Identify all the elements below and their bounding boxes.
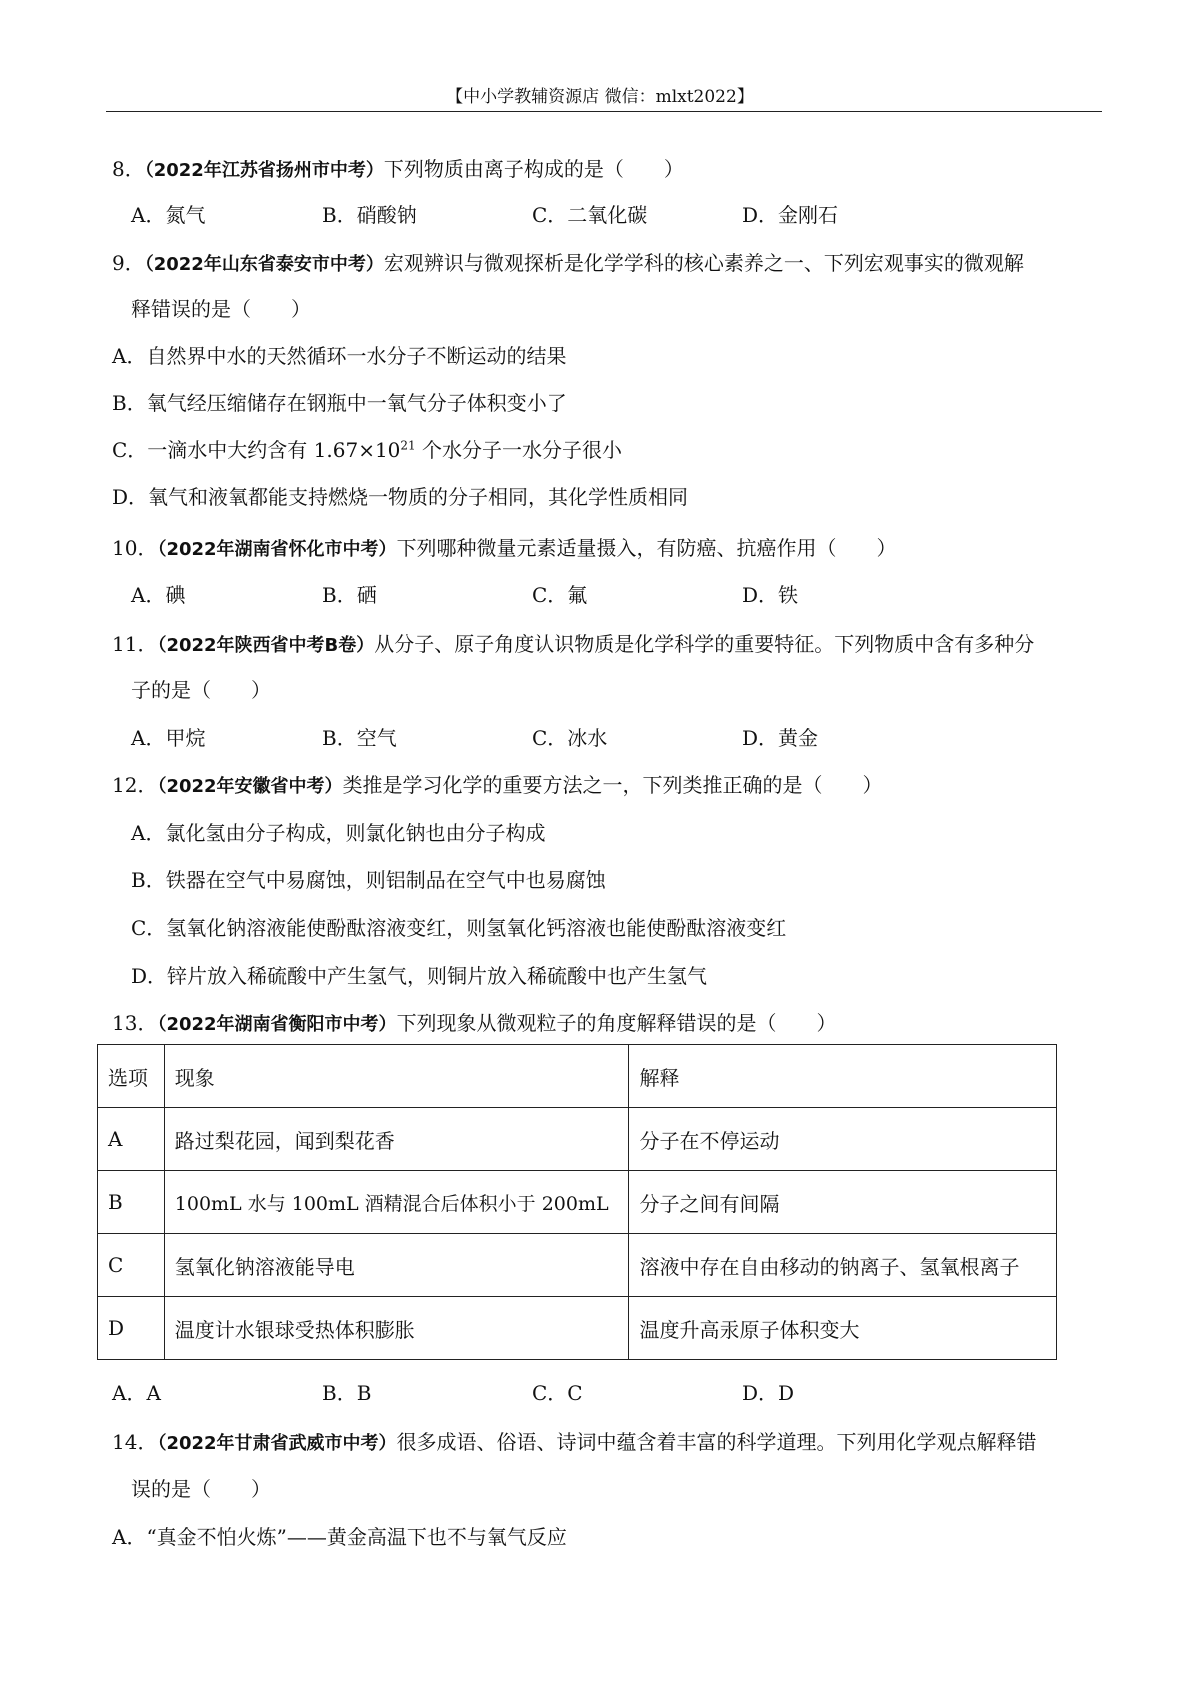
option-a: A．氯化氢由分子构成，则氯化钠也由分子构成 — [131, 821, 546, 845]
option-b: B．硝酸钠 — [322, 203, 417, 227]
option-c — [112, 437, 622, 463]
table-cell: 100mL 水与 100mL 酒精混合后体积小于 200mL — [164, 1171, 629, 1234]
table-header-cell: 现象 — [164, 1045, 629, 1108]
table-cell: 温度升高汞原子体积变大 — [629, 1297, 1057, 1360]
option-b: B．B — [322, 1381, 372, 1405]
question-source: （2022年安徽省中考） — [157, 776, 343, 797]
explanation-table — [97, 1044, 1057, 1360]
exponent: 21 — [400, 438, 416, 453]
question-source: （2022年山东省泰安市中考） — [144, 254, 384, 275]
question-12 — [112, 772, 883, 800]
question-number: 10． — [112, 536, 158, 560]
question-source: （2022年江苏省扬州市中考） — [144, 160, 384, 181]
table-cell: D — [98, 1297, 165, 1360]
option-a: A．A — [112, 1381, 161, 1405]
option-c: C．二氧化碳 — [532, 203, 648, 227]
option-b: B．铁器在空气中易腐蚀，则铝制品在空气中也易腐蚀 — [131, 868, 606, 892]
table-cell: 温度计水银球受热体积膨胀 — [164, 1297, 629, 1360]
option-d: D．氧气和液氧都能支持燃烧一物质的分子相同，其化学性质相同 — [112, 485, 689, 509]
option-c: C．氢氧化钠溶液能使酚酞溶液变红，则氢氧化钙溶液也能使酚酞溶液变红 — [131, 916, 787, 940]
question-stem: 下列物质由离子构成的是（ ） — [383, 157, 684, 181]
question-source: （2022年陕西省中考B卷） — [157, 635, 375, 656]
page-header: 【中小学教辅资源店 微信：mlxt2022】 — [446, 87, 754, 107]
question-stem: 宏观辨识与微观探析是化学学科的核心素养之一、下列宏观事实的微观解 — [383, 251, 1024, 275]
question-10 — [112, 535, 897, 563]
question-stem-continued: 子的是（ ） — [131, 678, 271, 702]
table-row — [98, 1171, 1057, 1234]
question-number: 14． — [112, 1430, 158, 1454]
table-row — [98, 1234, 1057, 1297]
option-d: D．锌片放入稀硫酸中产生氢气，则铜片放入稀硫酸中也产生氢气 — [131, 964, 708, 988]
table-cell: B — [98, 1171, 165, 1234]
question-14 — [112, 1429, 1037, 1457]
table-cell: A — [98, 1108, 165, 1171]
table-header-cell: 解释 — [629, 1045, 1057, 1108]
question-number: 12． — [112, 773, 158, 797]
question-stem: 下列现象从微观粒子的角度解释错误的是（ ） — [396, 1011, 837, 1035]
option-b: B．硒 — [322, 583, 377, 607]
option-a: A．氮气 — [131, 203, 206, 227]
table-row — [98, 1297, 1057, 1360]
table-cell: 溶液中存在自由移动的钠离子、氢氧根离子 — [629, 1234, 1057, 1297]
table-cell: 分子在不停运动 — [629, 1108, 1057, 1171]
question-source: （2022年湖南省衡阳市中考） — [157, 1014, 397, 1035]
option-d: D．D — [742, 1381, 795, 1405]
question-stem: 下列哪种微量元素适量摄入，有防癌、抗癌作用（ ） — [396, 536, 897, 560]
table-cell: 氢氧化钠溶液能导电 — [164, 1234, 629, 1297]
question-number: 13． — [112, 1011, 158, 1035]
option-c: C．C — [532, 1381, 583, 1405]
option-c-text-end: 个水分子一水分子很小 — [415, 438, 623, 462]
question-stem-continued: 释错误的是（ ） — [131, 297, 311, 321]
option-c-text: C．一滴水中大约含有 1.67×10 — [112, 438, 401, 462]
option-c: C．氟 — [532, 583, 588, 607]
table-header-cell: 选项 — [98, 1045, 165, 1108]
table-header-row — [98, 1045, 1057, 1108]
option-a: A．甲烷 — [131, 726, 206, 750]
question-13 — [112, 1010, 837, 1038]
header-rule — [106, 111, 1102, 112]
question-stem: 从分子、原子角度认识物质是化学科学的重要特征。下列物质中含有多种分 — [374, 632, 1035, 656]
question-source: （2022年甘肃省武威市中考） — [157, 1433, 397, 1454]
table-cell: C — [98, 1234, 165, 1297]
option-c: C．冰水 — [532, 726, 608, 750]
question-number: 11． — [112, 632, 158, 656]
question-8 — [112, 156, 684, 184]
option-b: B．氧气经压缩储存在钢瓶中一氧气分子体积变小了 — [112, 391, 567, 415]
option-a: A．“真金不怕火炼”——黄金高温下也不与氧气反应 — [112, 1525, 567, 1549]
option-d: D．铁 — [742, 583, 799, 607]
table-cell: 路过梨花园，闻到梨花香 — [164, 1108, 629, 1171]
option-d: D．金刚石 — [742, 203, 839, 227]
question-number: 9． — [112, 251, 145, 275]
table-cell: 分子之间有间隔 — [629, 1171, 1057, 1234]
option-a: A．碘 — [131, 583, 186, 607]
question-stem: 很多成语、俗语、诗词中蕴含着丰富的科学道理。下列用化学观点解释错 — [396, 1430, 1037, 1454]
question-stem-continued: 误的是（ ） — [131, 1477, 271, 1501]
option-d: D．黄金 — [742, 726, 819, 750]
question-source: （2022年湖南省怀化市中考） — [157, 539, 397, 560]
option-a: A．自然界中水的天然循环一水分子不断运动的结果 — [112, 344, 567, 368]
table-row — [98, 1108, 1057, 1171]
question-9 — [112, 250, 1024, 278]
question-stem: 类推是学习化学的重要方法之一，下列类推正确的是（ ） — [342, 773, 883, 797]
question-number: 8． — [112, 157, 145, 181]
option-b: B．空气 — [322, 726, 397, 750]
question-11 — [112, 631, 1034, 659]
